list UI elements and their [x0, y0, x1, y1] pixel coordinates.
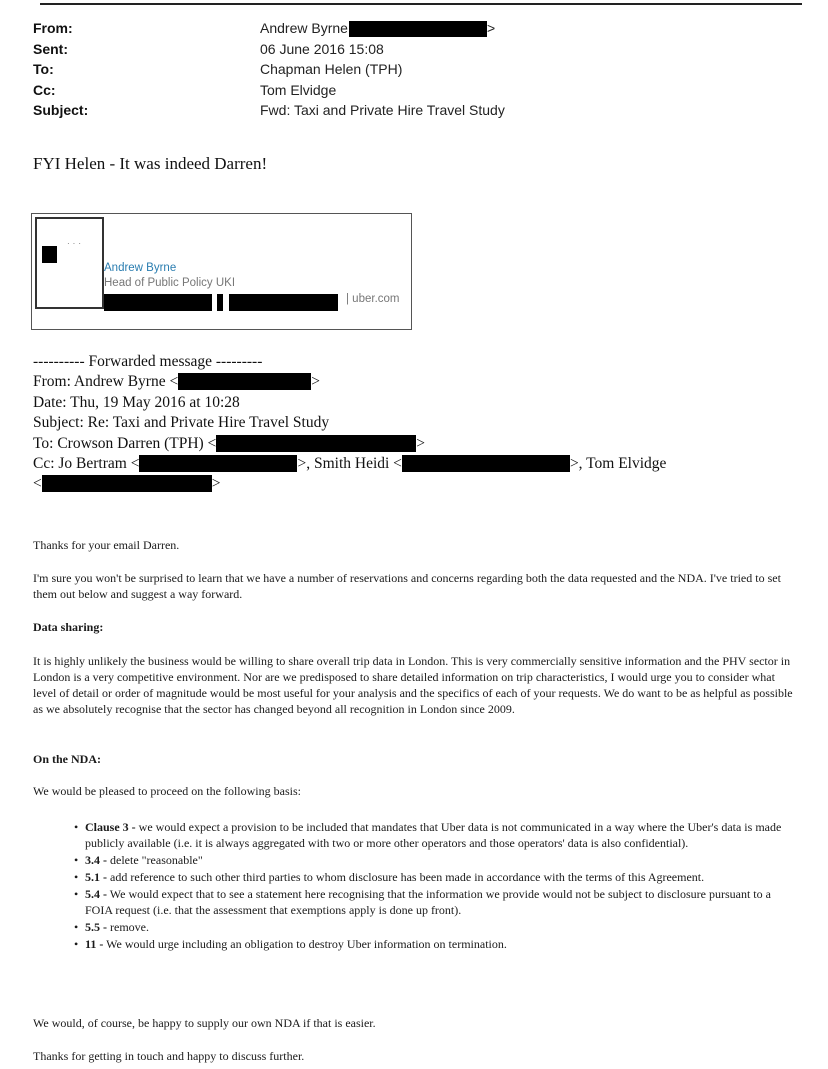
- cc-value: Tom Elvidge: [260, 81, 337, 98]
- avatar: [35, 217, 104, 309]
- bullet-list: [74, 819, 789, 952]
- redacted-block: [217, 294, 223, 311]
- body-paragraph: I'm sure you won't be surprised to learn that we have a number of reservations and concerns regarding both the data requested and the NDA. I've tried to set them out below and suggest a way forward.: [33, 571, 781, 601]
- signature-title: Head of Public Policy UKI: [104, 277, 236, 289]
- redacted-block: [42, 246, 57, 263]
- forwarded-date: Date: Thu, 19 May 2016 at 10:28: [33, 393, 240, 411]
- from-value: [260, 18, 495, 38]
- header-sent-row: [33, 39, 793, 60]
- bullet-icon: •: [74, 853, 79, 867]
- list-item-key: Clause 3 -: [85, 820, 136, 834]
- forwarded-cc-prefix: Cc: Jo Bertram <: [33, 454, 140, 472]
- list-item-key: 3.4 -: [85, 853, 107, 867]
- list-item-text: we would expect a provision to be included that mandates that Uber data is not communicated in a way where the Uber's data is made publicly available (i.e. it is always aggregated with two or more other operators and those operators' data is also confidential).: [85, 820, 782, 850]
- redacted-block: [178, 373, 311, 390]
- header-from-row: [33, 18, 793, 39]
- bullet-icon: •: [74, 870, 79, 884]
- redacted-block: [229, 294, 338, 311]
- forwarded-cc: [33, 454, 793, 474]
- list-item-text: delete "reasonable": [107, 853, 203, 867]
- list-item-text: We would expect that to see a statement here recognising that the information we provide would not be subject to disclosure pursuant to a FOIA request (i.e. that the assessment that exemptions apply is done up front).: [85, 887, 771, 917]
- from-suffix: >: [486, 20, 496, 36]
- list-item: [74, 852, 789, 868]
- body-paragraph: We would, of course, be happy to supply our own NDA if that is easier.: [33, 1016, 376, 1030]
- forwarded-to-prefix: To: Crowson Darren (TPH) <: [33, 434, 217, 452]
- forwarded-banner: ---------- Forwarded message ---------: [33, 353, 263, 370]
- signature-site: | uber.com: [346, 293, 400, 305]
- redacted-block: [42, 475, 212, 492]
- body-paragraph: It is highly unlikely the business would be willing to share overall trip data in London. This is very commercially sensitive information and the PHV sector in London is a very competitive environment. Nor are we predisposed to share detailed information on trip characteristics, I would urge you to consider what level of detail or order of magnitude would be most useful for your analysis and the specifics of each of your requests. We do want to be as helpful as possible as we absolutely recognise that the sector has changed beyond all recognition in London since 2009.: [33, 654, 793, 716]
- forwarded-cc-line2-prefix: <: [33, 475, 42, 493]
- list-item-text: add reference to such other third parties to whom disclosure has been made in accordance with the terms of this Agreement.: [107, 870, 705, 884]
- redacted-block: [216, 435, 416, 452]
- header-to-row: [33, 59, 793, 80]
- heading-data-sharing: Data sharing:: [33, 620, 104, 634]
- list-item-text: remove.: [107, 920, 149, 934]
- email-header: [33, 18, 793, 121]
- heading-nda: On the NDA:: [33, 752, 101, 766]
- redacted-block: [139, 455, 297, 472]
- forwarded-cc-mid1: >, Smith Heidi <: [297, 454, 402, 472]
- forwarded-close: >: [311, 373, 320, 391]
- signature-name: Andrew Byrne: [104, 262, 177, 274]
- subject-label: Subject:: [33, 102, 89, 118]
- list-item: [74, 936, 789, 952]
- forwarded-close: >: [416, 434, 426, 452]
- list-item: [74, 886, 789, 918]
- bullet-icon: •: [74, 937, 79, 951]
- sent-value: 06 June 2016 15:08: [260, 40, 384, 57]
- from-name: Andrew Byrne: [260, 20, 348, 36]
- list-item-text: We would urge including an obligation to destroy Uber information on termination.: [103, 937, 507, 951]
- to-label: To:: [33, 61, 54, 77]
- bullet-icon: •: [74, 887, 79, 901]
- placeholder-dots-icon: ···: [67, 239, 84, 248]
- top-divider: [40, 3, 802, 5]
- list-item: [74, 919, 789, 935]
- forwarded-subject: Subject: Re: Taxi and Private Hire Travel Study: [33, 414, 330, 432]
- list-item: [74, 819, 789, 851]
- bullet-icon: •: [74, 820, 79, 834]
- cc-label: Cc:: [33, 81, 56, 98]
- redacted-block: [104, 294, 212, 311]
- forwarded-from: [33, 372, 793, 392]
- list-item-key: 11 -: [85, 937, 104, 951]
- list-item-key: 5.1 -: [85, 870, 107, 884]
- subject-value: Fwd: Taxi and Private Hire Travel Study: [260, 102, 505, 118]
- signature-block: [31, 213, 412, 330]
- list-item-key: 5.4 -: [85, 887, 107, 901]
- forwarded-close: >: [211, 475, 221, 493]
- forwarded-to: [33, 434, 793, 454]
- forwarded-from-prefix: From: Andrew Byrne <: [33, 373, 179, 391]
- body-paragraph: Thanks for getting in touch and happy to discuss further.: [33, 1049, 305, 1063]
- body-thanks: Thanks for your email Darren.: [33, 538, 180, 552]
- sent-label: Sent:: [33, 40, 68, 57]
- to-value: Chapman Helen (TPH): [260, 61, 403, 77]
- from-label: From:: [33, 20, 73, 36]
- forwarded-cc-mid2: >, Tom Elvidge: [569, 454, 667, 472]
- body-paragraph: We would be pleased to proceed on the following basis:: [33, 784, 301, 798]
- header-cc-row: [33, 80, 793, 101]
- redacted-block: [349, 21, 487, 37]
- bullet-icon: •: [74, 920, 79, 934]
- redacted-block: [402, 455, 570, 472]
- list-item: [74, 869, 789, 885]
- forwarded-cc-line2: [33, 474, 793, 494]
- fyi-line: FYI Helen - It was indeed Darren!: [33, 154, 268, 173]
- forwarded-header: [33, 352, 793, 495]
- list-item-key: 5.5 -: [85, 920, 107, 934]
- header-subject-row: [33, 100, 793, 121]
